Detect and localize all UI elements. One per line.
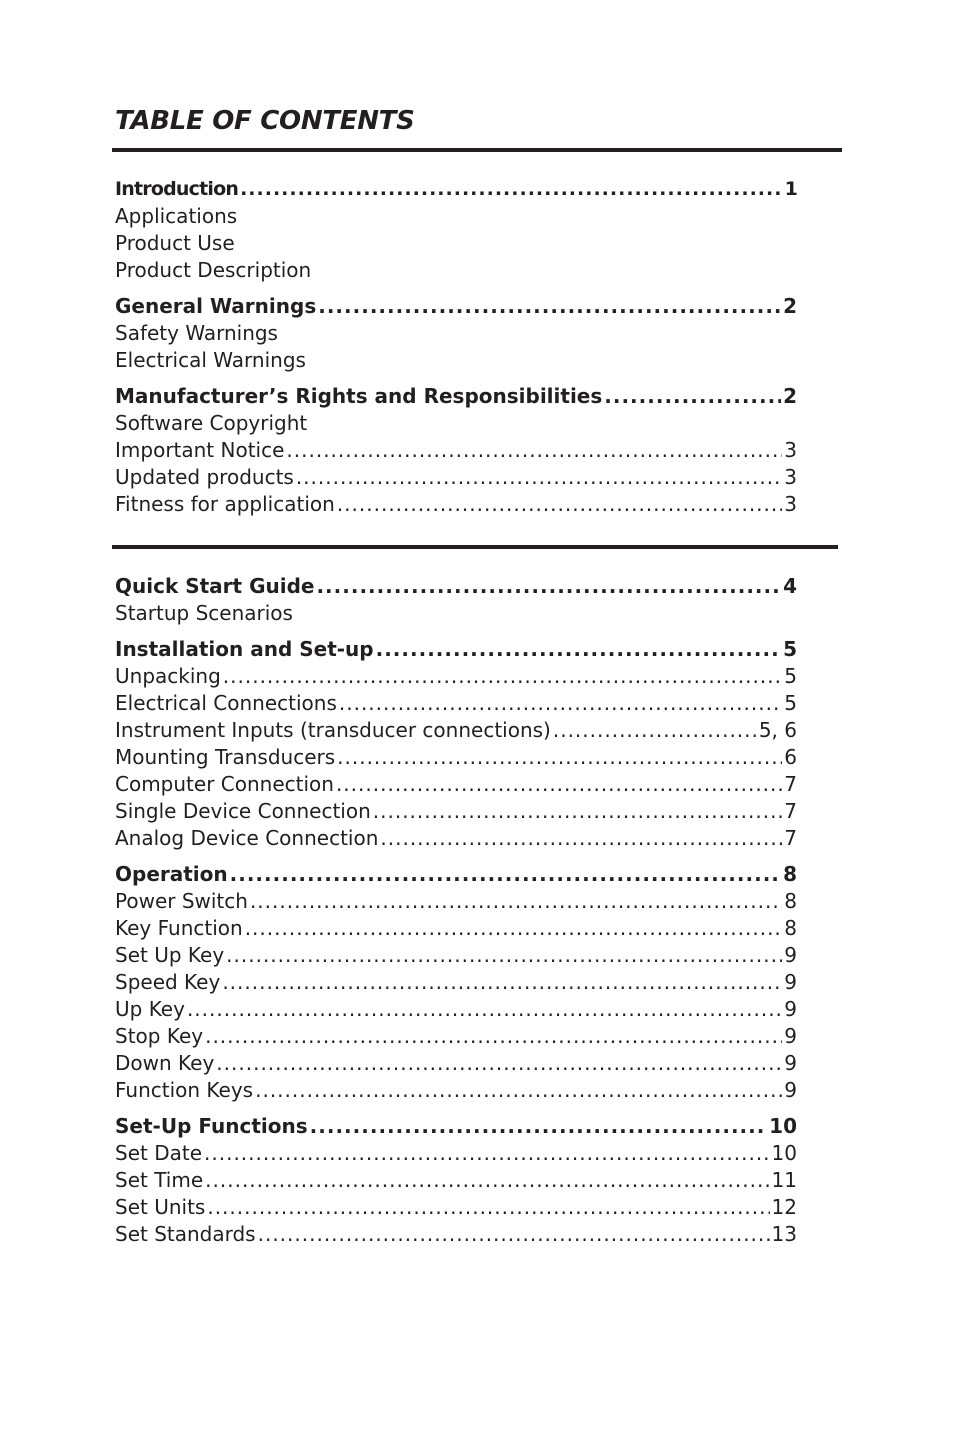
toc-item-set-date[interactable] xyxy=(115,1140,797,1167)
toc-page-number: 9 xyxy=(784,1051,797,1075)
toc-section-manufacturer-s-rights-and-responsibilities xyxy=(115,383,797,518)
dot-leader xyxy=(230,861,781,888)
toc-item-speed-key[interactable] xyxy=(115,969,797,996)
toc-page-number: 12 xyxy=(771,1195,797,1219)
dot-leader xyxy=(250,888,782,915)
toc-item-set-units[interactable] xyxy=(115,1194,797,1221)
toc-entry-label: Up Key xyxy=(115,997,185,1021)
top-divider xyxy=(112,148,842,152)
toc-item-computer-connection[interactable] xyxy=(115,771,797,798)
dot-leader xyxy=(296,464,782,491)
toc-entry-label: Startup Scenarios xyxy=(115,601,293,625)
dot-leader xyxy=(205,1023,782,1050)
toc-item-set-up-key[interactable] xyxy=(115,942,797,969)
toc-page-number: 9 xyxy=(784,943,797,967)
toc-entry-label: Computer Connection xyxy=(115,772,334,796)
toc-item-product-description[interactable] xyxy=(115,257,797,284)
toc-entry-label: Set Date xyxy=(115,1141,203,1165)
toc-page-number: 2 xyxy=(783,384,797,408)
toc-entry-label: Set-Up Functions xyxy=(115,1114,308,1138)
toc-item-up-key[interactable] xyxy=(115,996,797,1023)
toc-page-number: 5 xyxy=(784,664,797,688)
toc-entry-label: Down Key xyxy=(115,1051,215,1075)
toc-heading-manufacturer-s-rights-and-responsibilities[interactable] xyxy=(115,383,797,410)
page-title: TABLE OF CONTENTS xyxy=(115,106,415,136)
dot-leader xyxy=(223,663,782,690)
toc-section-introduction xyxy=(115,176,797,284)
toc-page-number: 11 xyxy=(771,1168,797,1192)
dot-leader xyxy=(604,383,781,410)
toc-section-operation xyxy=(115,861,797,1104)
dot-leader xyxy=(337,744,782,771)
toc-page-number: 10 xyxy=(771,1141,797,1165)
dot-leader xyxy=(316,573,781,600)
toc-entry-label: Power Switch xyxy=(115,889,248,913)
toc-heading-operation[interactable] xyxy=(115,861,797,888)
toc-page-number: 5 xyxy=(784,691,797,715)
toc-entry-label: Important Notice xyxy=(115,438,285,462)
toc-entry-label: Product Use xyxy=(115,231,235,255)
toc-page-number: 8 xyxy=(784,889,797,913)
toc-item-mounting-transducers[interactable] xyxy=(115,744,797,771)
dot-leader xyxy=(226,942,782,969)
toc-item-applications[interactable] xyxy=(115,203,797,230)
toc-page-number: 7 xyxy=(784,772,797,796)
toc-page-number: 7 xyxy=(784,826,797,850)
dot-leader xyxy=(187,996,782,1023)
toc-entry-label: Set Up Key xyxy=(115,943,225,967)
toc-entry-label: Instrument Inputs (transducer connections) xyxy=(115,718,551,742)
toc-heading-introduction[interactable] xyxy=(115,176,797,203)
toc-entry-label: Product Description xyxy=(115,258,312,282)
toc-entry-label: Single Device Connection xyxy=(115,799,371,823)
toc-page-number: 7 xyxy=(784,799,797,823)
toc-item-function-keys[interactable] xyxy=(115,1077,797,1104)
toc-section-installation-and-set-up xyxy=(115,636,797,852)
toc-item-down-key[interactable] xyxy=(115,1050,797,1077)
toc-item-safety-warnings[interactable] xyxy=(115,320,797,347)
dot-leader xyxy=(553,717,757,744)
toc-page-number: 8 xyxy=(784,916,797,940)
toc-group-front-matter xyxy=(115,176,797,527)
middle-divider xyxy=(112,545,838,549)
toc-entry-label: Set Standards xyxy=(115,1222,256,1246)
dot-leader xyxy=(216,1050,782,1077)
toc-item-set-time[interactable] xyxy=(115,1167,797,1194)
toc-entry-label: Speed Key xyxy=(115,970,221,994)
toc-entry-label: Stop Key xyxy=(115,1024,204,1048)
toc-section-set-up-functions xyxy=(115,1113,797,1248)
toc-page-number: 9 xyxy=(784,997,797,1021)
toc-page-number: 5, 6 xyxy=(758,718,797,742)
toc-item-electrical-warnings[interactable] xyxy=(115,347,797,374)
toc-item-power-switch[interactable] xyxy=(115,888,797,915)
toc-entry-label: Updated products xyxy=(115,465,294,489)
toc-entry-label: Unpacking xyxy=(115,664,221,688)
toc-entry-label: Mounting Transducers xyxy=(115,745,336,769)
toc-page-number: 6 xyxy=(784,745,797,769)
toc-entry-label: Manufacturer’s Rights and Responsibilities xyxy=(115,384,603,408)
toc-page-number: 9 xyxy=(784,1078,797,1102)
dot-leader xyxy=(286,437,782,464)
dot-leader xyxy=(337,491,782,518)
dot-leader xyxy=(258,1221,770,1248)
dot-leader xyxy=(336,771,782,798)
toc-group-main xyxy=(115,573,797,1257)
toc-page-number: 3 xyxy=(784,492,797,516)
toc-item-key-function[interactable] xyxy=(115,915,797,942)
toc-page-number: 3 xyxy=(784,465,797,489)
toc-item-analog-device-connection[interactable] xyxy=(115,825,797,852)
toc-entry-label: Operation xyxy=(115,862,228,886)
toc-entry-label: Safety Warnings xyxy=(115,321,278,345)
toc-item-important-notice[interactable] xyxy=(115,437,797,464)
toc-heading-quick-start-guide[interactable] xyxy=(115,573,797,600)
toc-entry-label: Introduction xyxy=(115,178,239,200)
dot-leader xyxy=(376,636,781,663)
toc-item-updated-products[interactable] xyxy=(115,464,797,491)
dot-leader xyxy=(255,1077,782,1104)
toc-item-software-copyright[interactable] xyxy=(115,410,797,437)
toc-item-startup-scenarios[interactable] xyxy=(115,600,797,627)
toc-item-product-use[interactable] xyxy=(115,230,797,257)
toc-page-number: 4 xyxy=(783,574,797,598)
toc-entry-label: Quick Start Guide xyxy=(115,574,315,598)
toc-entry-label: Set Units xyxy=(115,1195,206,1219)
toc-entry-label: Applications xyxy=(115,204,238,228)
toc-item-unpacking[interactable] xyxy=(115,663,797,690)
toc-page-number: 1 xyxy=(784,178,797,200)
toc-entry-label: Electrical Warnings xyxy=(115,348,306,372)
dot-leader xyxy=(240,176,783,203)
dot-leader xyxy=(380,825,782,852)
toc-item-set-standards[interactable] xyxy=(115,1221,797,1248)
toc-item-stop-key[interactable] xyxy=(115,1023,797,1050)
toc-page-number: 8 xyxy=(783,862,797,886)
dot-leader xyxy=(204,1140,770,1167)
toc-page-number: 10 xyxy=(769,1114,797,1138)
dot-leader xyxy=(318,293,781,320)
toc-page-number: 5 xyxy=(783,637,797,661)
dot-leader xyxy=(207,1194,769,1221)
toc-page-number: 13 xyxy=(771,1222,797,1246)
toc-entry-label: Function Keys xyxy=(115,1078,254,1102)
toc-heading-installation-and-set-up[interactable] xyxy=(115,636,797,663)
toc-item-instrument-inputs-transducer-connections[interactable] xyxy=(115,717,797,744)
dot-leader xyxy=(245,915,783,942)
toc-page-number: 9 xyxy=(784,970,797,994)
dot-leader xyxy=(205,1167,769,1194)
dot-leader xyxy=(222,969,782,996)
toc-entry-label: Set Time xyxy=(115,1168,204,1192)
toc-entry-label: Installation and Set-up xyxy=(115,637,374,661)
toc-page-number: 9 xyxy=(784,1024,797,1048)
toc-entry-label: General Warnings xyxy=(115,294,317,318)
toc-heading-general-warnings[interactable] xyxy=(115,293,797,320)
toc-item-electrical-connections[interactable] xyxy=(115,690,797,717)
toc-entry-label: Electrical Connections xyxy=(115,691,337,715)
toc-section-general-warnings xyxy=(115,293,797,374)
dot-leader xyxy=(339,690,782,717)
toc-item-fitness-for-application[interactable] xyxy=(115,491,797,518)
toc-page-number: 2 xyxy=(783,294,797,318)
toc-section-quick-start-guide xyxy=(115,573,797,627)
toc-entry-label: Software Copyright xyxy=(115,411,308,435)
toc-entry-label: Analog Device Connection xyxy=(115,826,379,850)
toc-entry-label: Key Function xyxy=(115,916,243,940)
toc-item-single-device-connection[interactable] xyxy=(115,798,797,825)
toc-page-number: 3 xyxy=(784,438,797,462)
dot-leader xyxy=(373,798,783,825)
dot-leader xyxy=(310,1113,768,1140)
toc-entry-label: Fitness for application xyxy=(115,492,335,516)
toc-heading-set-up-functions[interactable] xyxy=(115,1113,797,1140)
